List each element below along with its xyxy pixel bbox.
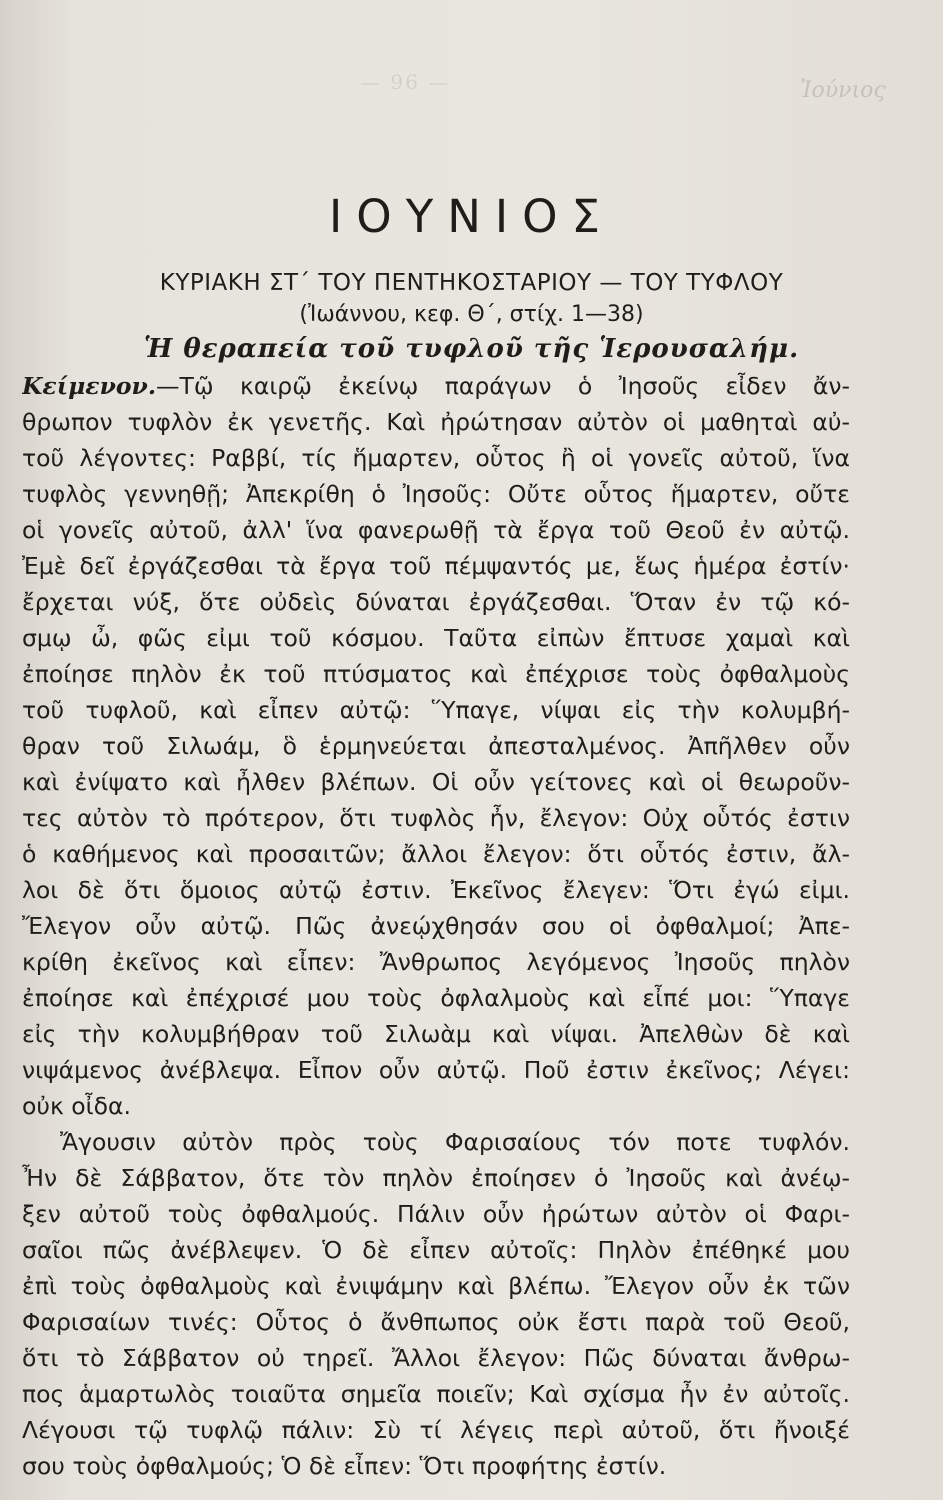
text-line: καὶ ἐνίψατο καὶ ἦλθεν βλέπων. Οἱ οὖν γείτονες καὶ οἱ θεωροῦν- bbox=[22, 768, 850, 796]
text-line: Ἐμὲ δεῖ ἐργάζεσθαι τὰ ἔργα τοῦ πέμψαντός με, ἕως ἡμέρα ἐστίν· bbox=[22, 552, 850, 580]
text-line: πος ἁμαρτωλὸς τοιαῦτα σημεῖα ποιεῖν; Καὶ σχίσμα ἦν ἐν αὐτοῖς. bbox=[22, 1380, 850, 1408]
text-line: τοῦ τυφλοῦ, καὶ εἶπεν αὐτῷ: Ὕπαγε, νίψαι εἰς τὴν κολυμβή- bbox=[22, 696, 850, 724]
line-text: —Τῷ καιρῷ ἐκείνῳ παράγων ὁ Ἰησοῦς εἶδεν ἄν- bbox=[156, 372, 850, 400]
text-line: ὅτι τὸ Σάββατον οὐ τηρεῖ. Ἄλλοι ἔλεγον: Πῶς δύναται ἄνθρω- bbox=[22, 1344, 850, 1372]
text-line: νιψάμενος ἀνέβλεψα. Εἶπον οὖν αὐτῷ. Ποῦ ἐστιν ἐκεῖνος; Λέγει: bbox=[22, 1056, 850, 1084]
text-line: ἐποίησε πηλὸν ἐκ τοῦ πτύσματος καὶ ἐπέχρισε τοὺς ὀφθαλμοὺς bbox=[22, 660, 850, 688]
text-line: οὐκ οἶδα. bbox=[22, 1092, 131, 1120]
text-line: ξεν αὐτοῦ τοὺς ὀφθαλμούς. Πάλιν οὖν ἠρώτων αὐτὸν οἱ Φαρι- bbox=[22, 1200, 850, 1228]
text-line: ἐποίησε καὶ ἐπέχρισέ μου τοὺς ὀφλαλμοὺς καὶ εἶπέ μοι: Ὕπαγε bbox=[22, 984, 850, 1012]
text-line: ἔρχεται νύξ, ὅτε οὐδεὶς δύναται ἐργάζεσθαι. Ὅταν ἐν τῷ κό- bbox=[22, 588, 850, 616]
text-line: τες αὐτὸν τὸ πρότερον, ὅτι τυφλὸς ἦν, ἔλεγον: Οὐχ οὗτός ἐστιν bbox=[22, 804, 850, 832]
text-line: σου τοὺς ὀφθαλμούς; Ὁ δὲ εἶπεν: Ὅτι προφήτης ἐστίν. bbox=[22, 1452, 667, 1480]
page-subtitle: ΚΥΡΙΑΚΗ ΣΤ΄ ΤΟΥ ΠΕΝΤΗΚΟΣΤΑΡΙΟΥ — ΤΟΥ ΤΥΦΛΟΥ bbox=[159, 270, 784, 296]
text-line: τοῦ λέγοντες: Ραββί, τίς ἥμαρτεν, οὗτος ἢ οἱ γονεῖς αὐτοῦ, ἵνα bbox=[22, 444, 850, 472]
text-line: Ἔλεγον οὖν αὐτῷ. Πῶς ἀνεῴχθησάν σου οἱ ὀφθαλμοί; Ἀπε- bbox=[22, 912, 850, 940]
text-line: Ἦν δὲ Σάββατον, ὅτε τὸν πηλὸν ἐποίησεν ὁ Ἰησοῦς καὶ ἀνέῳ- bbox=[22, 1164, 850, 1192]
text-line: σμῳ ὦ, φῶς εἰμι τοῦ κόσμου. Ταῦτα εἰπὼν ἔπτυσε χαμαὶ καὶ bbox=[22, 624, 850, 652]
text-line: θρωπον τυφλὸν ἐκ γενετῆς. Καὶ ἠρώτησαν αὐτὸν οἱ μαθηταὶ αὐ- bbox=[22, 408, 850, 436]
text-line: ἐπὶ τοὺς ὀφθαλμοὺς καὶ ἐνιψάμην καὶ βλέπω. Ἔλεγον οὖν ἐκ τῶν bbox=[22, 1272, 850, 1300]
bleed-running-header: Ἰούνιος bbox=[800, 78, 886, 103]
section-heading: Ἡ θεραπεία τοῦ τυφλοῦ τῆς Ἱερουσαλήμ. bbox=[143, 334, 800, 364]
text-line: Φαρισαίων τινές: Οὗτος ὁ ἄνθπωπος οὐκ ἔστι παρὰ τοῦ Θεοῦ, bbox=[22, 1308, 850, 1336]
text-line: ὁ καθήμενος καὶ προσαιτῶν; ἄλλοι ἔλεγον: ὅτι οὗτός ἐστιν, ἄλ- bbox=[22, 840, 850, 868]
text-label: Κείμενον. bbox=[22, 372, 157, 400]
text-line: κρίθη ἐκεῖνος καὶ εἶπεν: Ἄνθρωπος λεγόμενος Ἰησοῦς πηλὸν bbox=[22, 948, 850, 976]
text-line: σαῖοι πῶς ἀνέβλεψεν. Ὁ δὲ εἶπεν αὐτοῖς: Πηλὸν ἐπέθηκέ μου bbox=[22, 1236, 850, 1264]
bleed-page-number: — 96 — bbox=[360, 70, 451, 94]
text-line: Λέγουσι τῷ τυφλῷ πάλιν: Σὺ τί λέγεις περὶ αὐτοῦ, ὅτι ἤνοιξέ bbox=[22, 1416, 850, 1444]
page-title: ΙΟΥΝΙΟΣ bbox=[329, 190, 614, 243]
text-line: τυφλὸς γεννηθῇ; Ἀπεκρίθη ὁ Ἰησοῦς: Οὔτε οὗτος ἥμαρτεν, οὔτε bbox=[22, 480, 850, 508]
text-line: εἰς τὴν κολυμβήθραν τοῦ Σιλωὰμ καὶ νίψαι. Ἀπελθὼν δὲ καὶ bbox=[22, 1020, 850, 1048]
text-line: λοι δὲ ὅτι ὅμοιος αὐτῷ ἐστιν. Ἐκεῖνος ἔλεγεν: Ὅτι ἐγώ εἰμι. bbox=[22, 876, 850, 904]
text-line: οἱ γονεῖς αὐτοῦ, ἀλλ' ἵνα φανερωθῇ τὰ ἔργα τοῦ Θεοῦ ἐν αὐτῷ. bbox=[22, 516, 850, 544]
scripture-reference: (Ἰωάννου, κεφ. Θ΄, στίχ. 1—38) bbox=[299, 302, 644, 327]
text-line: θραν τοῦ Σιλωάμ, ὃ ἑρμηνεύεται ἀπεσταλμένος. Ἀπῆλθεν οὖν bbox=[22, 732, 850, 760]
text-line bbox=[22, 372, 850, 408]
text-line: Ἄγουσιν αὐτὸν πρὸς τοὺς Φαρισαίους τόν ποτε τυφλόν. bbox=[60, 1128, 850, 1156]
